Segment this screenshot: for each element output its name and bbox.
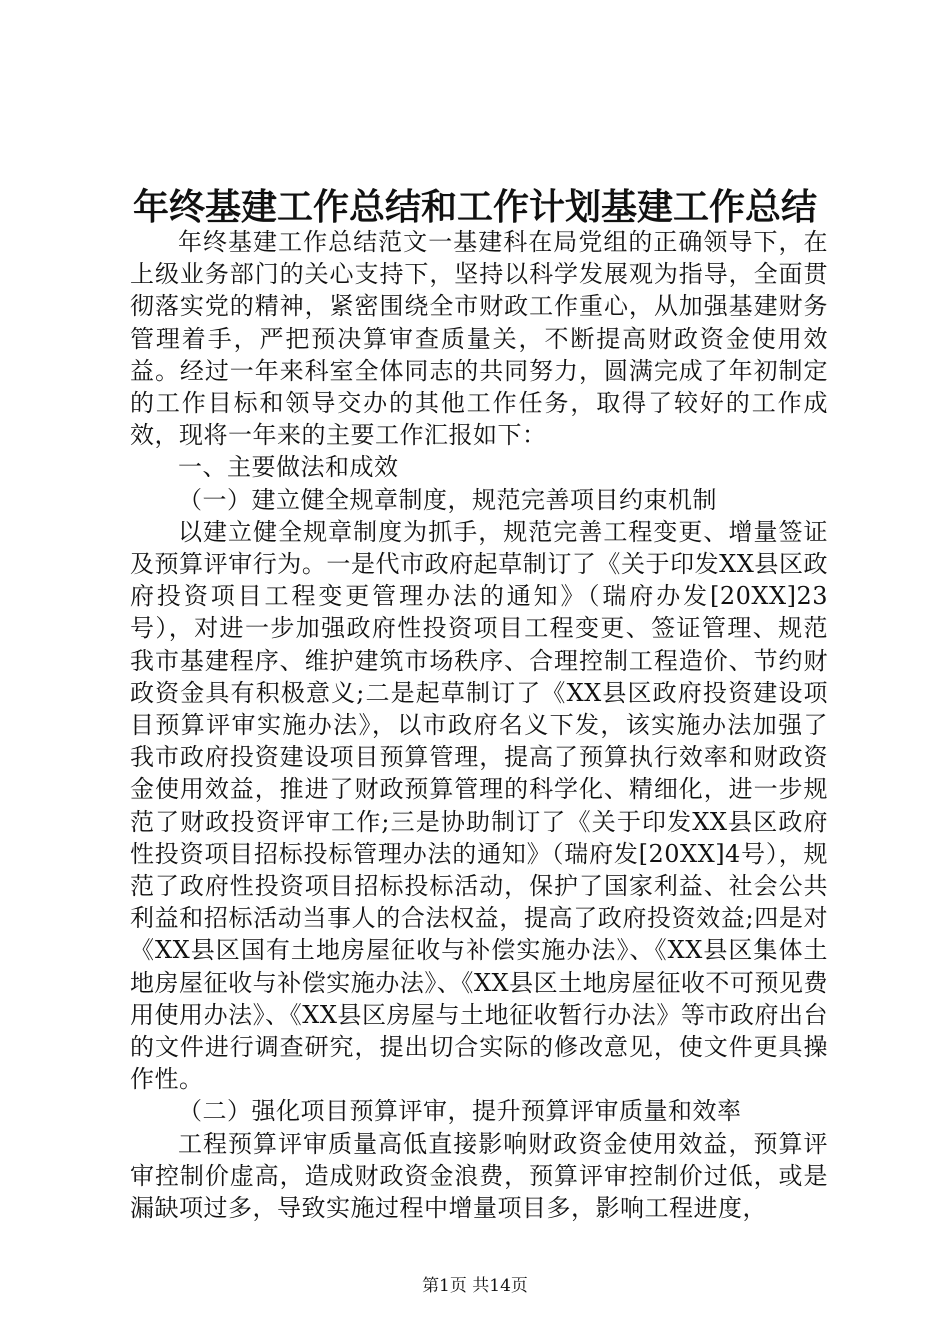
document-title: 年终基建工作总结和工作计划基建工作总结 bbox=[132, 186, 817, 228]
subsection-heading-2: （二）强化项目预算评审，提升预算评审质量和效率 bbox=[178, 1097, 742, 1126]
paragraph-budget-review: 工程预算评审质量高低直接影响财政资金使用效益，预算评审控制价虚高，造成财政资金浪费，预算评审控制价过低，或是漏缺项过多，导致实施过程中增量项目多，影响工程进度， bbox=[130, 1129, 828, 1223]
subsection-heading-1: （一）建立健全规章制度，规范完善项目约束机制 bbox=[178, 485, 717, 514]
paragraph-regulations: 以建立健全规章制度为抓手，规范完善工程变更、增量签证及预算评审行为。一是代市政府起草制订了《关于印发XX县区政府投资项目工程变更管理办法的通知》（瑞府办发[20XX]23号），对进一步加强政府性投资项目工程变更、签证管理、规范我市基建程序、维护建筑市场秩序、合理控制工程造价、节约财政资金具有积极意义;二是起草制订了《XX县区政府投资建设项目预算评审实施办法》，以市政府名义下发，该实施办法加强了我市政府投资建设项目预算管理，提高了预算执行效率和财政资金使用效益，推进了财政预算管理的科学化、精细化，进一步规范了财政投资评审工作;三是协助制订了《关于印发XX县区政府性投资项目招标投标管理办法的通知》（瑞府发[20XX]4号），规范了政府性投资项目招标投标活动，保护了国家利益、社会公共利益和招标活动当事人的合法权益，提高了政府投资效益;四是对《XX县区国有土地房屋征收与补偿实施办法》、《XX县区集体土地房屋征收与补偿实施办法》、《XX县区土地房屋征收不可预见费用使用办法》、《XX县区房屋与土地征收暂行办法》等市政府出台的文件进行调查研究，提出切合实际的修改意见，使文件更具操作性。 bbox=[130, 517, 828, 1094]
section-heading-1: 一、主要做法和成效 bbox=[178, 453, 399, 482]
document-body bbox=[130, 226, 828, 1224]
paragraph-intro: 年终基建工作总结范文一基建科在局党组的正确领导下，在上级业务部门的关心支持下，坚持以科学发展观为指导，全面贯彻落实党的精神，紧密围绕全市财政工作重心，从加强基建财务管理着手，严把预决算审查质量关，不断提高财政资金使用效益。经过一年来科室全体同志的共同努力，圆满完成了年初制定的工作目标和领导交办的其他工作任务，取得了较好的工作成效，现将一年来的主要工作汇报如下： bbox=[130, 228, 828, 450]
page-number-footer: 第1页 共14页 bbox=[422, 1276, 528, 1296]
